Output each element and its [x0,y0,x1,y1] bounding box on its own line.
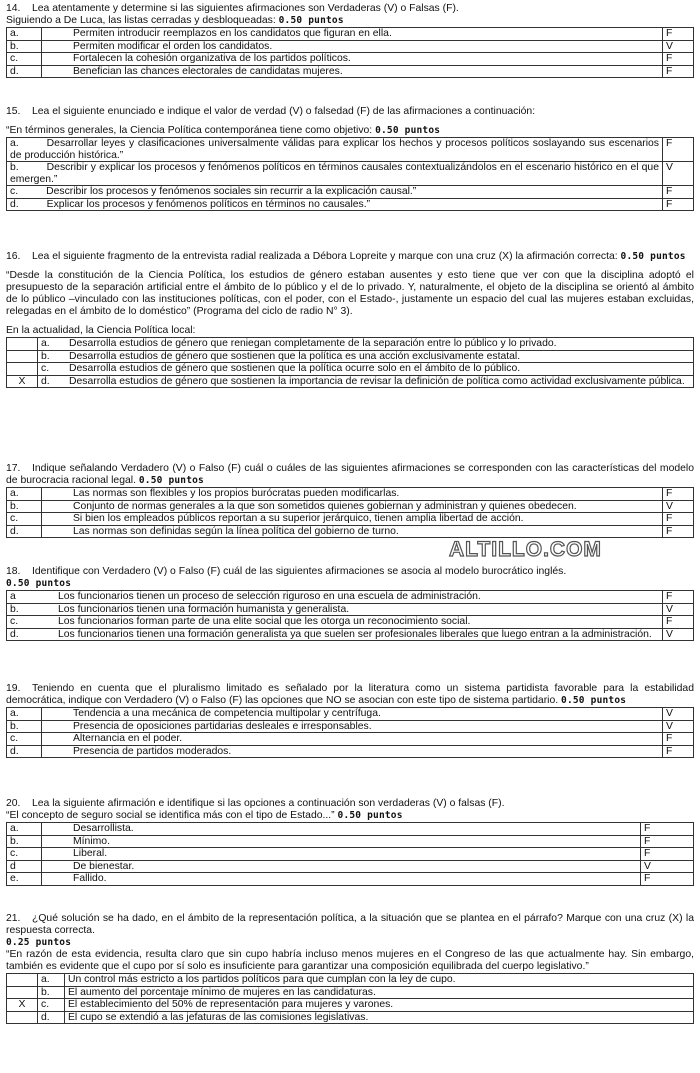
question-subtext: “El concepto de seguro social se identifica más con el tipo de Estado...” [6,810,335,821]
option-text [42,733,663,746]
option-text [42,28,663,41]
option-text-value: Benefician las chances electorales de candidatas mujeres. [73,65,343,77]
option-letter: b. [7,500,42,513]
option-text-value: Fallido. [73,873,107,884]
option-text-value: Desarrollar leyes y clasificaciones universalmente válidas para explicar los hechos y procesos políticos soslayando sus escenarios de producción histórica.” [10,138,659,161]
answer-cell[interactable]: F [663,616,694,629]
question-17-prompt [6,463,694,487]
option-text-value: Un control más estricto a los partidos políticos para que cumplan con la ley de cupo. [68,974,456,985]
table-row [7,591,694,604]
question-number: 16. [6,251,21,262]
question-number: 21. [6,913,21,924]
option-text [42,708,663,721]
table-row [7,186,694,199]
question-number: 20. [6,798,21,809]
mark-cell[interactable] [7,986,38,999]
option-letter: c. [10,186,19,197]
question-text: Identifique con Verdadero (V) o Falso (F) cuál de las siguientes afirmaciones se asocia al modelo burocrático inglés. [32,566,567,577]
option-letter: c. [7,733,42,746]
option-text-value: Presencia de oposiciones partidarias desleales e irresponsables. [73,720,372,732]
answer-cell[interactable]: V [663,708,694,721]
table-row [7,525,694,538]
option-text-value: Fortalecen la cohesión organizativa de los partidos políticos. [73,53,351,64]
option-text [38,350,694,363]
mark-cell[interactable] [7,363,38,376]
question-subtext: “En términos generales, la Ciencia Política contemporánea tiene como objetivo: [6,125,373,136]
option-text [65,986,694,999]
question-16-sub: En la actualidad, la Ciencia Política local: [6,325,196,336]
option-text-value: Explicar los procesos y fenómenos políticos en términos no causales.” [46,198,371,210]
question-text: Lea atentamente y determine si las siguientes afirmaciones son Verdaderas (V) o Falsas (F). [32,3,459,14]
question-14-sub [6,15,694,27]
option-text [38,338,694,351]
table-row [7,53,694,66]
answer-cell[interactable]: F [663,733,694,746]
answer-table-17 [6,487,694,538]
table-row [7,720,694,733]
question-text: Lea el siguiente enunciado e indique el valor de verdad (V) o falsedad (F) de las afirmaciones a continuación: [32,106,536,117]
mark-cell[interactable]: X [7,999,38,1012]
option-text [65,999,694,1012]
question-20 [6,798,694,886]
question-text: Indique señalando Verdadero (V) o Falso (F) cuál o cuáles de las siguientes afirmaciones se corresponden con las características del modelo de burocracia racional legal. [6,463,694,486]
option-letter: a. [7,823,42,836]
option-text [7,603,663,616]
option-letter: b. [38,986,65,999]
option-letter: c. [7,53,42,66]
option-text-value: Desarrolla estudios de género que sostienen que la política es una acción exclusivamente estatal. [69,350,521,362]
option-letter: d. [7,525,42,538]
answer-cell[interactable]: F [641,835,694,848]
option-text [42,65,663,78]
option-text-value: Conjunto de normas generales a la que son sometidos quienes gobiernan y administran y quienes obedecen. [73,500,577,512]
option-letter: e. [7,873,42,886]
answer-cell[interactable]: F [663,53,694,66]
table-row [7,138,694,162]
option-text-value: Alternancia en el poder. [73,733,183,744]
question-21 [6,913,694,1024]
answer-table-15 [6,137,694,211]
question-17 [6,463,694,538]
option-text-value: Tendencia a una mecánica de competencia multipolar y centrífuga. [73,708,381,719]
option-text-value: El aumento del porcentaje mínimo de mujeres en las candidaturas. [68,986,376,998]
table-row [7,363,694,376]
points-label: 0.50 puntos [6,578,72,589]
option-text [42,848,641,861]
answer-cell[interactable]: V [663,603,694,616]
points-label: 0.50 puntos [278,15,344,26]
answer-table-21 [6,973,694,1024]
table-row [7,338,694,351]
answer-cell[interactable]: V [663,500,694,513]
option-text [7,198,663,211]
mark-cell[interactable] [7,350,38,363]
question-21-prompt [6,913,694,937]
question-19-prompt [6,683,694,707]
option-text [42,513,663,526]
question-21-quote: “En razón de esta evidencia, resulta claro que sin cupo habría incluso menos mujeres en el Congreso de las que actualmente hay. Sin embargo, también es evidente que el cupo por sí solo es insuficiente para garantizar una composición equilibrada del cuerpo legislativo.” [6,949,694,972]
table-row [7,873,694,886]
question-subtext: Siguiendo a De Luca, las listas cerradas y desbloqueadas: [6,15,276,26]
question-text: Teniendo en cuenta que el pluralismo limitado es señalado por la literatura como un sistema partidista favorable para la estabilidad democrática, indique con Verdadero (V) o Falso (F) las opciones que NO se asocian con este tipo de sistema partidario. [6,683,694,706]
table-row [7,513,694,526]
option-letter: b. [41,350,50,362]
option-text-value: De bienestar. [73,860,135,872]
option-text [65,1011,694,1024]
answer-table-18 [6,590,694,641]
option-text [42,873,641,886]
answer-table-19 [6,707,694,758]
option-text-value: Mínimo. [73,835,110,847]
answer-cell[interactable]: F [663,513,694,526]
question-15 [6,106,694,211]
option-letter: a. [10,138,19,149]
table-row [7,1011,694,1024]
option-text-value: Desarrolla estudios de género que sostienen la importancia de revisar la definición de política como actividad exclusivamente pública. [69,375,685,387]
answer-cell[interactable]: V [663,40,694,53]
option-text [42,835,641,848]
option-letter: c. [41,363,50,374]
option-letter: d. [10,628,19,640]
mark-cell[interactable] [7,1011,38,1024]
option-letter: a. [38,974,65,987]
table-row [7,162,694,186]
question-14-prompt [6,3,694,15]
answer-cell[interactable]: F [663,198,694,211]
table-row [7,198,694,211]
option-text [7,162,663,186]
points-label: 0.50 puntos [620,251,686,262]
option-text [42,53,663,66]
question-number: 18. [6,566,21,577]
answer-cell[interactable]: F [663,525,694,538]
table-row [7,28,694,41]
answer-cell[interactable]: V [641,860,694,873]
option-text [38,363,694,376]
option-text-value: Los funcionarios tienen una formación generalista ya que suelen ser profesionales liberales que luego entran a la administración. [58,628,652,640]
option-letter: b. [7,835,42,848]
question-14 [6,3,694,78]
answer-cell[interactable]: F [641,848,694,861]
answer-cell[interactable]: V [663,720,694,733]
option-letter: b. [7,40,42,53]
option-letter: b. [10,603,19,615]
option-text [42,525,663,538]
option-text-value: Describir los procesos y fenómenos sociales sin recurrir a la explicación causal.” [46,186,417,197]
option-text [7,616,663,629]
option-letter: c. [38,999,65,1012]
option-text [42,823,641,836]
points-label: 0.50 puntos [561,695,627,706]
question-19 [6,683,694,758]
option-text-value: Desarrollista. [73,823,134,834]
table-row [7,848,694,861]
option-text-value: Describir y explicar los procesos y fenómenos políticos en términos causales contextualizándolos en el escenario histórico en el que emergen.” [10,162,659,185]
option-text [42,720,663,733]
option-text-value: El establecimiento del 50% de representación para mujeres y varones. [68,999,394,1010]
answer-cell[interactable]: V [663,628,694,641]
question-15-sub [6,125,694,137]
table-row [7,65,694,78]
table-row [7,40,694,53]
option-text-value: Las normas son definidas según la línea política del gobierno de turno. [73,525,399,537]
table-row [7,616,694,629]
mark-cell[interactable] [7,974,38,987]
option-text [7,628,663,641]
option-letter: d. [10,198,19,210]
option-letter: d. [41,375,50,387]
option-text-value: Liberal. [73,848,108,859]
option-letter: c. [7,513,42,526]
table-row [7,860,694,873]
question-number: 15. [6,106,21,117]
question-20-sub [6,810,694,822]
option-letter: a. [7,488,42,501]
points-label: 0.50 puntos [375,125,441,136]
answer-cell[interactable]: F [663,138,694,162]
answer-cell[interactable]: V [663,162,694,186]
question-text: Lea la siguiente afirmación e identifique si las opciones a continuación son verdaderas (V) o falsas (F). [32,798,505,809]
question-15-prompt [6,106,694,118]
question-20-prompt [6,798,694,810]
question-number: 19. [6,683,21,694]
question-16-prompt [6,251,694,263]
answer-table-20 [6,822,694,886]
points-label: 0.25 puntos [6,937,72,948]
option-letter: a. [7,708,42,721]
option-letter: a [10,591,16,602]
table-row [7,628,694,641]
option-letter: d. [7,65,42,78]
option-text-value: Los funcionarios forman parte de una elite social que les otorga un reconocimiento social. [58,616,471,627]
question-18 [6,566,694,641]
option-text [42,488,663,501]
table-row [7,823,694,836]
option-text-value: Permiten modificar el orden los candidatos. [73,40,273,52]
option-text [7,138,663,162]
table-row [7,745,694,758]
option-letter: b. [10,162,19,173]
option-letter: c. [10,616,19,627]
question-number: 14. [6,3,21,14]
option-text-value: Desarrolla estudios de género que sostienen que la política ocurre solo en el ámbito de lo público. [69,363,521,374]
option-text [38,375,694,388]
answer-cell[interactable]: F [663,28,694,41]
answer-table-14 [6,27,694,78]
option-text [7,186,663,199]
mark-cell[interactable]: X [7,375,38,388]
answer-cell[interactable]: F [641,823,694,836]
option-text-value: Desarrolla estudios de género que reniegan completamente de la separación entre lo público y lo privado. [69,338,557,349]
question-16 [6,251,694,388]
option-text-value: El cupo se extendió a las jefaturas de las comisiones legislativas. [68,1011,369,1023]
watermark-logo: ALTILLO.COM [449,538,602,561]
table-row [7,603,694,616]
question-text: ¿Qué solución se ha dado, en el ámbito de la representación política, a la situación que se plantea en el párrafo? Marque con una cruz (X) la respuesta correcta. [6,913,694,936]
option-letter: b. [7,720,42,733]
option-text [7,591,663,604]
option-letter: d. [38,1011,65,1024]
option-text-value: Presencia de partidos moderados. [73,745,232,757]
table-row [7,350,694,363]
answer-cell[interactable]: F [663,65,694,78]
table-row [7,500,694,513]
table-row [7,375,694,388]
points-label: 0.50 puntos [138,475,204,486]
table-row [7,974,694,987]
option-text [65,974,694,987]
option-text-value: Permiten introducir reemplazos en los candidatos que figuran en ella. [73,28,392,39]
table-row [7,986,694,999]
points-label: 0.50 puntos [337,810,403,821]
question-number: 17. [6,463,21,474]
option-letter: a. [41,338,50,349]
answer-cell[interactable]: F [663,745,694,758]
option-text-value: Los funcionarios tienen una formación humanista y generalista. [58,603,350,615]
question-18-prompt [6,566,694,578]
mark-cell[interactable] [7,338,38,351]
answer-table-16 [6,337,694,388]
option-text-value: Las normas son flexibles y los propios burócratas pueden modificarlas. [73,488,400,499]
table-row [7,488,694,501]
table-row [7,733,694,746]
option-letter: d. [7,745,42,758]
answer-cell[interactable]: F [663,186,694,199]
option-text [42,860,641,873]
question-21-points [6,937,694,949]
question-18-points [6,578,694,590]
option-text [42,500,663,513]
option-text-value: Los funcionarios tienen un proceso de selección riguroso en una escuela de administración. [58,591,481,602]
option-letter: d [7,860,42,873]
option-text [42,745,663,758]
option-text-value: Si bien los empleados públicos reportan a su superior jerárquico, tienen amplia libertad de acción. [73,513,524,524]
option-text [42,40,663,53]
option-letter: a. [7,28,42,41]
answer-cell[interactable]: F [663,591,694,604]
table-row [7,999,694,1012]
answer-cell[interactable]: F [663,488,694,501]
answer-cell[interactable]: F [641,873,694,886]
question-text: Lea el siguiente fragmento de la entrevista radial realizada a Débora Lopreite y marque con una cruz (X) la afirmación correcta: [32,251,618,262]
table-row [7,708,694,721]
table-row [7,835,694,848]
question-16-quote: “Desde la constitución de la Ciencia Política, los estudios de género estaban ausentes y esto tiene que ver con que la disciplina adoptó el presupuesto de la separación artificial entre el ámbito de lo público y el de lo privado. Y, naturalmente, el objeto de la disciplina se orientó al ámbito de lo público –vinculado con las instituciones políticas, con el poder, con el Estado-, justamente un espacio del cual las mujeres estaban excluidas, relegadas en el ámbito de lo doméstico” (Programa del ciclo de radio N° 3). [6,270,694,317]
option-letter: c. [7,848,42,861]
